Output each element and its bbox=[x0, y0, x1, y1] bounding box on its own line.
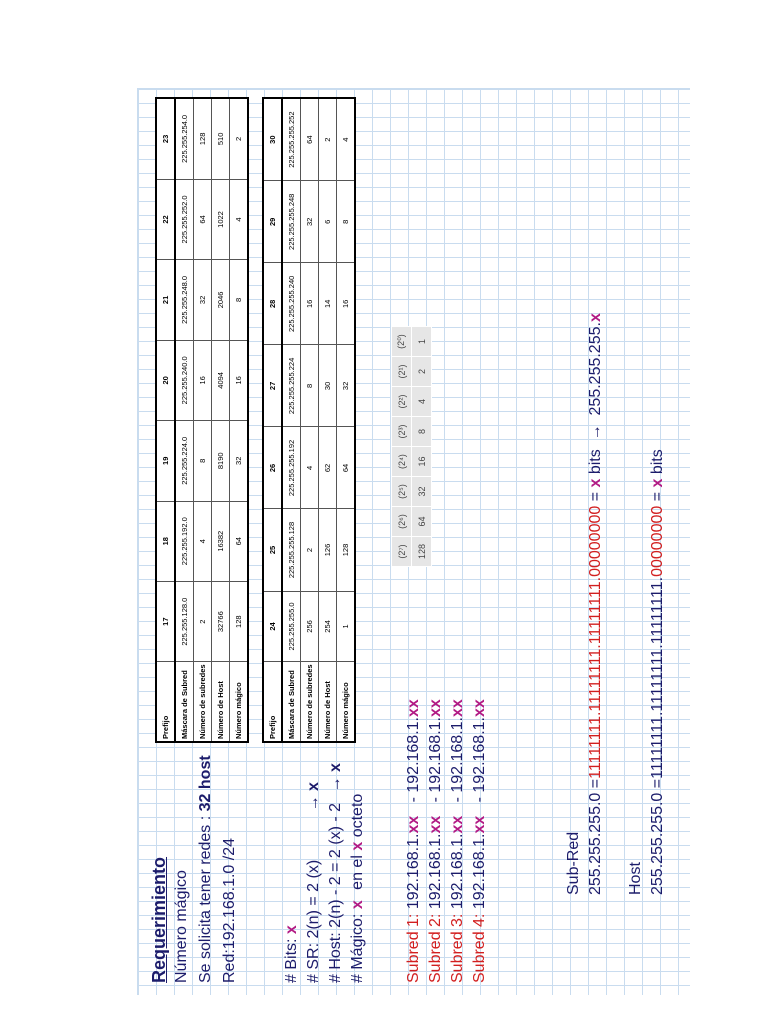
table-cell: Número de Host bbox=[319, 662, 337, 742]
host-line bbox=[650, 449, 666, 895]
table-cell: Prefijo bbox=[156, 662, 175, 742]
power-value: 8 bbox=[412, 417, 432, 447]
magic-suffix: octeto bbox=[349, 793, 366, 838]
subnet-start: 192.168.1. bbox=[471, 833, 488, 910]
subred-mask: 255.255.255.0 = bbox=[587, 778, 604, 895]
power-value: 4 bbox=[412, 387, 432, 417]
table-cell: 16382 bbox=[212, 501, 230, 581]
table-cell: 1 bbox=[337, 591, 356, 662]
host-mask: 255.255.255.0 =11111111.11111111.11111111. bbox=[649, 576, 666, 895]
table-row bbox=[282, 98, 301, 742]
host-formula-text: # Host: 2(n) - 2 = 2 (x) - 2 bbox=[327, 802, 344, 983]
table-cell: Número de subredes bbox=[301, 662, 319, 742]
rotated-page-content bbox=[138, 89, 690, 995]
table-cell: 128 bbox=[230, 581, 249, 661]
table-cell: 14 bbox=[319, 263, 337, 345]
table-cell: 16 bbox=[194, 340, 212, 420]
power-exponent: (2⁷) bbox=[392, 537, 412, 567]
subnet-end-var: xx bbox=[471, 699, 488, 717]
subnet-end-var: xx bbox=[427, 699, 444, 717]
table-cell: 225.255.254.0 bbox=[175, 98, 194, 179]
table-cell: 1022 bbox=[212, 179, 230, 259]
table-cell: 17 bbox=[156, 581, 175, 661]
subred-eq: = bbox=[587, 487, 604, 506]
magic-line bbox=[350, 794, 366, 983]
powers-of-two-table bbox=[391, 326, 432, 567]
subnet-start-var: xx bbox=[471, 815, 488, 834]
subnet-label: Subred 2: bbox=[427, 913, 444, 983]
table-cell: 16 bbox=[337, 263, 356, 345]
subnet-start-var: xx bbox=[427, 815, 444, 834]
table-cell: Máscara de Subred bbox=[282, 662, 301, 742]
table-cell: 256 bbox=[301, 591, 319, 662]
table-cell: 32 bbox=[230, 421, 249, 501]
subnet-start: 192.168.1. bbox=[449, 833, 466, 910]
table-header-row bbox=[263, 98, 282, 742]
subred-label: Sub-Red bbox=[565, 831, 582, 895]
table-cell: 8190 bbox=[212, 421, 230, 501]
table-cell: 23 bbox=[156, 98, 175, 179]
requirement-title: Requerimiento bbox=[149, 856, 169, 983]
subnet-sep: - 192.168.1. bbox=[449, 717, 466, 816]
host-x: x bbox=[649, 478, 666, 488]
table-cell: 225.255.255.252 bbox=[282, 98, 301, 181]
table-row bbox=[230, 98, 249, 742]
table-cell: 16 bbox=[230, 340, 249, 420]
network-line: Red:192.168.1.0 /24 bbox=[221, 837, 238, 983]
table-cell: 4 bbox=[337, 98, 356, 181]
table-cell: 8 bbox=[230, 260, 249, 340]
table-cell: 225.255.255.240 bbox=[282, 263, 301, 345]
powers-value-row bbox=[412, 327, 432, 567]
table-cell: 64 bbox=[230, 501, 249, 581]
power-value: 32 bbox=[412, 477, 432, 507]
table-cell: 24 bbox=[263, 591, 282, 662]
table-cell: Número de Host bbox=[212, 662, 230, 742]
table-row bbox=[212, 98, 230, 742]
table-cell: 2 bbox=[230, 98, 249, 179]
table-cell: 30 bbox=[263, 98, 282, 181]
subnet-start: 192.168.1. bbox=[405, 833, 422, 910]
power-value: 64 bbox=[412, 507, 432, 537]
bits-prefix: # Bits: bbox=[283, 938, 300, 983]
table-cell: 225.255.252.0 bbox=[175, 179, 194, 259]
table-cell: 254 bbox=[319, 591, 337, 662]
table-row bbox=[301, 98, 319, 742]
table-row bbox=[319, 98, 337, 742]
magic-var: x bbox=[349, 900, 366, 910]
request-line bbox=[198, 755, 214, 983]
sr-text: # SR: 2(n) = 2 (x) bbox=[305, 859, 322, 983]
table-cell: 29 bbox=[263, 181, 282, 263]
table-cell: 4 bbox=[301, 427, 319, 509]
magic-var-2: x bbox=[349, 841, 366, 851]
subred-x2: x bbox=[587, 313, 604, 323]
subnet-sep: - 192.168.1. bbox=[427, 717, 444, 816]
table-cell: Número mágico bbox=[337, 662, 356, 742]
table-cell: 225.255.192.0 bbox=[175, 501, 194, 581]
power-value: 1 bbox=[412, 327, 432, 357]
power-exponent: (2¹) bbox=[392, 357, 412, 387]
table-cell: 32766 bbox=[212, 581, 230, 661]
prefix-table-24-30 bbox=[262, 97, 356, 743]
sr-line bbox=[306, 782, 322, 983]
subnet-label: Subred 4: bbox=[471, 913, 488, 983]
table-cell: 64 bbox=[337, 427, 356, 509]
request-value: 32 host bbox=[197, 755, 214, 812]
table-cell: 2 bbox=[319, 98, 337, 181]
table-cell: 64 bbox=[301, 98, 319, 181]
table-cell: 26 bbox=[263, 427, 282, 509]
bits-line bbox=[284, 925, 300, 983]
subnet-sep: - 192.168.1. bbox=[471, 717, 488, 816]
subnet-row bbox=[428, 699, 444, 983]
table-cell: 28 bbox=[263, 263, 282, 345]
magic-mid: en el bbox=[349, 855, 366, 890]
table-cell: 128 bbox=[194, 98, 212, 179]
table-cell: 8 bbox=[301, 345, 319, 427]
power-exponent: (2²) bbox=[392, 387, 412, 417]
table-cell: 32 bbox=[337, 345, 356, 427]
power-exponent: (2⁰) bbox=[392, 327, 412, 357]
table-cell: Prefijo bbox=[263, 662, 282, 742]
table-cell: 18 bbox=[156, 501, 175, 581]
power-exponent: (2⁵) bbox=[392, 477, 412, 507]
table-cell: 128 bbox=[337, 509, 356, 591]
prefix-table-17-23 bbox=[155, 97, 249, 743]
table-cell: 225.255.255.224 bbox=[282, 345, 301, 427]
subred-bits: bits → 255.255.255. bbox=[587, 322, 604, 479]
table-cell: Número mágico bbox=[230, 662, 249, 742]
subnet-start: 192.168.1. bbox=[427, 833, 444, 910]
table-row bbox=[337, 98, 356, 742]
table-cell: 126 bbox=[319, 509, 337, 591]
magic-prefix: # Mágico: bbox=[349, 913, 366, 983]
table-cell: 4094 bbox=[212, 340, 230, 420]
powers-exponent-row bbox=[392, 327, 412, 567]
bits-var: x bbox=[283, 925, 300, 935]
table-cell: 16 bbox=[301, 263, 319, 345]
subnet-sep: - 192.168.1. bbox=[405, 717, 422, 816]
subnet-label: Subred 3: bbox=[449, 913, 466, 983]
table-cell: 4 bbox=[194, 501, 212, 581]
table-cell: 22 bbox=[156, 179, 175, 259]
table-cell: 19 bbox=[156, 421, 175, 501]
table-cell: 225.255.128.0 bbox=[175, 581, 194, 661]
power-exponent: (2³) bbox=[392, 417, 412, 447]
table-row bbox=[175, 98, 194, 742]
table-cell: 64 bbox=[194, 179, 212, 259]
table-cell: 225.255.255.0 bbox=[282, 591, 301, 662]
power-value: 16 bbox=[412, 447, 432, 477]
subnet-start-var: xx bbox=[449, 815, 466, 834]
table-cell: 21 bbox=[156, 260, 175, 340]
subnet-label: Subred 1: bbox=[405, 913, 422, 983]
table-cell: 225.255.224.0 bbox=[175, 421, 194, 501]
table-cell: 8 bbox=[194, 421, 212, 501]
table-cell: 30 bbox=[319, 345, 337, 427]
subnet-row bbox=[472, 699, 488, 983]
table-cell: Máscara de Subred bbox=[175, 662, 194, 742]
table-cell: 225.255.240.0 bbox=[175, 340, 194, 420]
subred-x: x bbox=[587, 478, 604, 488]
power-value: 2 bbox=[412, 357, 432, 387]
table-cell: 2 bbox=[194, 581, 212, 661]
table-cell: 2 bbox=[301, 509, 319, 591]
table-cell: 20 bbox=[156, 340, 175, 420]
table-cell: 225.255.255.192 bbox=[282, 427, 301, 509]
table-cell: 62 bbox=[319, 427, 337, 509]
table-cell: 32 bbox=[194, 260, 212, 340]
host-formula-line bbox=[328, 763, 344, 983]
subred-zeros: 00000000 bbox=[587, 505, 604, 577]
subred-ones: 11111111.11111111.11111111. bbox=[587, 576, 604, 779]
table-cell: 225.255.255.248 bbox=[282, 181, 301, 263]
power-value: 128 bbox=[412, 537, 432, 567]
table-cell: 32 bbox=[301, 181, 319, 263]
table-cell: 27 bbox=[263, 345, 282, 427]
table-cell: 4 bbox=[230, 179, 249, 259]
subnet-start-var: xx bbox=[405, 815, 422, 834]
host-formula-arrow: → x bbox=[327, 763, 344, 793]
table-cell: Número de subredes bbox=[194, 662, 212, 742]
subnet-row bbox=[450, 699, 466, 983]
host-eq: = bbox=[649, 487, 666, 506]
sr-arrow: → x bbox=[305, 782, 322, 812]
subnet-end-var: xx bbox=[405, 699, 422, 717]
table-cell: 6 bbox=[319, 181, 337, 263]
grid-paper-sheet bbox=[137, 88, 690, 995]
host-zeros: 00000000 bbox=[649, 505, 666, 577]
power-exponent: (2⁴) bbox=[392, 447, 412, 477]
subred-line bbox=[588, 313, 604, 895]
magic-number-label: Número mágico bbox=[173, 870, 190, 983]
table-header-row bbox=[156, 98, 175, 742]
table-cell: 25 bbox=[263, 509, 282, 591]
table-cell: 225.255.255.128 bbox=[282, 509, 301, 591]
host-label: Host bbox=[627, 862, 644, 895]
table-cell: 225.255.248.0 bbox=[175, 260, 194, 340]
subnet-row bbox=[406, 699, 422, 983]
host-bits: bits bbox=[649, 449, 666, 479]
table-row bbox=[194, 98, 212, 742]
table-cell: 2046 bbox=[212, 260, 230, 340]
table-cell: 510 bbox=[212, 98, 230, 179]
table-cell: 8 bbox=[337, 181, 356, 263]
power-exponent: (2⁶) bbox=[392, 507, 412, 537]
request-prefix: Se solicita tener redes : bbox=[197, 815, 214, 983]
subnet-end-var: xx bbox=[449, 699, 466, 717]
